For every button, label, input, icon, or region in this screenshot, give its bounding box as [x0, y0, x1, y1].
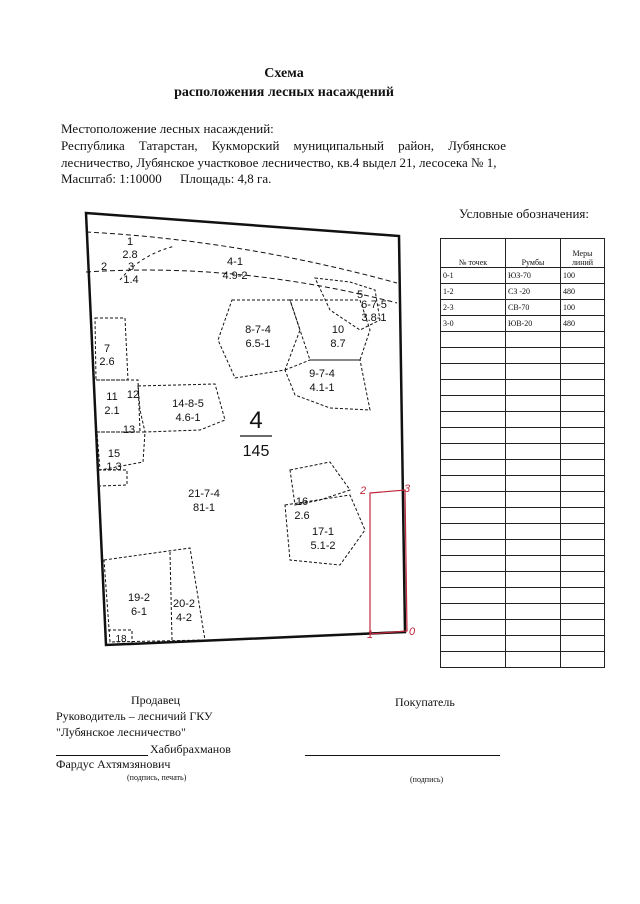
location-text: Республика Татарстан, Кукморский муниципальный район, Лубянское лесничество, Лубянское участковое лесничество, кв.4 выдел 21, лесосека № 1, [61, 138, 506, 170]
plot-10-data: 8.7 [330, 338, 346, 350]
seller-name: Хабибрахманов [150, 742, 231, 756]
plot-13-label: 13 [122, 424, 136, 436]
buyer-caption: (подпись) [410, 775, 444, 784]
plot-6-data: 3.8-1 [361, 312, 387, 324]
table-cell: 3-0 [441, 316, 506, 332]
location-label: Местоположение лесных насаждений: [61, 121, 274, 136]
plot-6-label: 6-7-5 [361, 299, 387, 311]
col-header-rumbs: Румбы [506, 239, 561, 268]
seller-organization: "Лубянское лесничество" [56, 725, 186, 739]
quarter-number: 4 [249, 407, 263, 434]
plot-16-data: 2.6 [294, 510, 310, 522]
plot-15-data: 1.3 [106, 461, 122, 473]
table-cell: 0-1 [441, 268, 506, 284]
plot-17-data: 5.1-2 [310, 540, 336, 552]
table-cell: 100 [561, 268, 605, 284]
plot-1-data: 2.8 [122, 249, 138, 261]
plot-4-label: 4-1 [227, 256, 243, 268]
point-2-label: 2 [360, 485, 367, 497]
seller-label: Продавец [131, 693, 181, 707]
col-header-points: № точек [441, 239, 506, 268]
table-cell: СЗ -20 [506, 284, 561, 300]
seller-position: Руководитель – лесничий ГКУ [56, 709, 213, 723]
table-cell: ЮЗ-70 [506, 268, 561, 284]
cutting-area-boundary [370, 490, 407, 634]
plot-14-label: 14-8-5 [172, 398, 204, 410]
plot-20-data: 4-2 [176, 612, 192, 624]
plot-11-data: 2.1 [104, 405, 120, 417]
plot-4-data: 4.9-2 [222, 270, 248, 282]
col-header-lengths: Меры линий [561, 239, 605, 268]
plot-3-data: 1.4 [123, 274, 139, 286]
plot-7-data: 2.6 [99, 356, 115, 368]
plot-17-label: 17-1 [311, 526, 335, 538]
plot-21-data: 81-1 [192, 502, 216, 514]
table-cell: 100 [561, 300, 605, 316]
plot-9-data: 4.1-1 [309, 382, 335, 394]
plot-19-data: 6-1 [131, 606, 147, 618]
seller-signature-line [56, 755, 148, 756]
plot-18-label: 18 [115, 634, 127, 645]
plot-10-label: 10 [331, 324, 345, 336]
plot-8-label: 8-7-4 [245, 324, 271, 336]
legend-title: Условные обозначения: [459, 206, 590, 221]
point-3-label: 3 [404, 483, 411, 495]
table-cell: 2-3 [441, 300, 506, 316]
plot-20-label: 20-2 [172, 598, 196, 610]
plot-8-data: 6.5-1 [245, 338, 271, 350]
plot-2-label: 2 [100, 261, 108, 273]
seller-caption: (подпись, печать) [127, 773, 187, 782]
page-subtitle: расположения лесных насаждений [174, 85, 394, 100]
seller-name-full: Фардус Ахтямзянович [56, 757, 171, 771]
quarter-area: 145 [242, 443, 270, 460]
plot-14-data: 4.6-1 [175, 412, 201, 424]
plot-5-label: 5 [356, 289, 364, 301]
plot-3-label: 3 [127, 261, 135, 273]
plot-7-label: 7 [103, 343, 111, 355]
plot-21-label: 21-7-4 [188, 488, 220, 500]
buyer-signature-line [305, 755, 500, 756]
plot-1-label: 1 [126, 236, 134, 248]
table-cell: ЮВ-20 [506, 316, 561, 332]
table-cell: 480 [561, 316, 605, 332]
page-title: Схема [264, 66, 304, 81]
table-cell: 480 [561, 284, 605, 300]
plot-19-label: 19-2 [127, 592, 151, 604]
scale-text: Масштаб: 1:10000 [61, 171, 162, 186]
plot-15-label: 15 [107, 448, 121, 460]
point-0-label: 0 [409, 626, 416, 638]
plot-12-label: 12 [126, 389, 140, 401]
table-cell: СВ-70 [506, 300, 561, 316]
plot-9-label: 9-7-4 [309, 368, 335, 380]
area-text: Площадь: 4,8 га. [180, 171, 272, 186]
plot-11-label: 11 [106, 391, 118, 403]
plot-16-label: 16 [295, 496, 309, 508]
buyer-label: Покупатель [395, 695, 455, 709]
table-cell: 1-2 [441, 284, 506, 300]
point-1-label: 1 [367, 629, 374, 641]
